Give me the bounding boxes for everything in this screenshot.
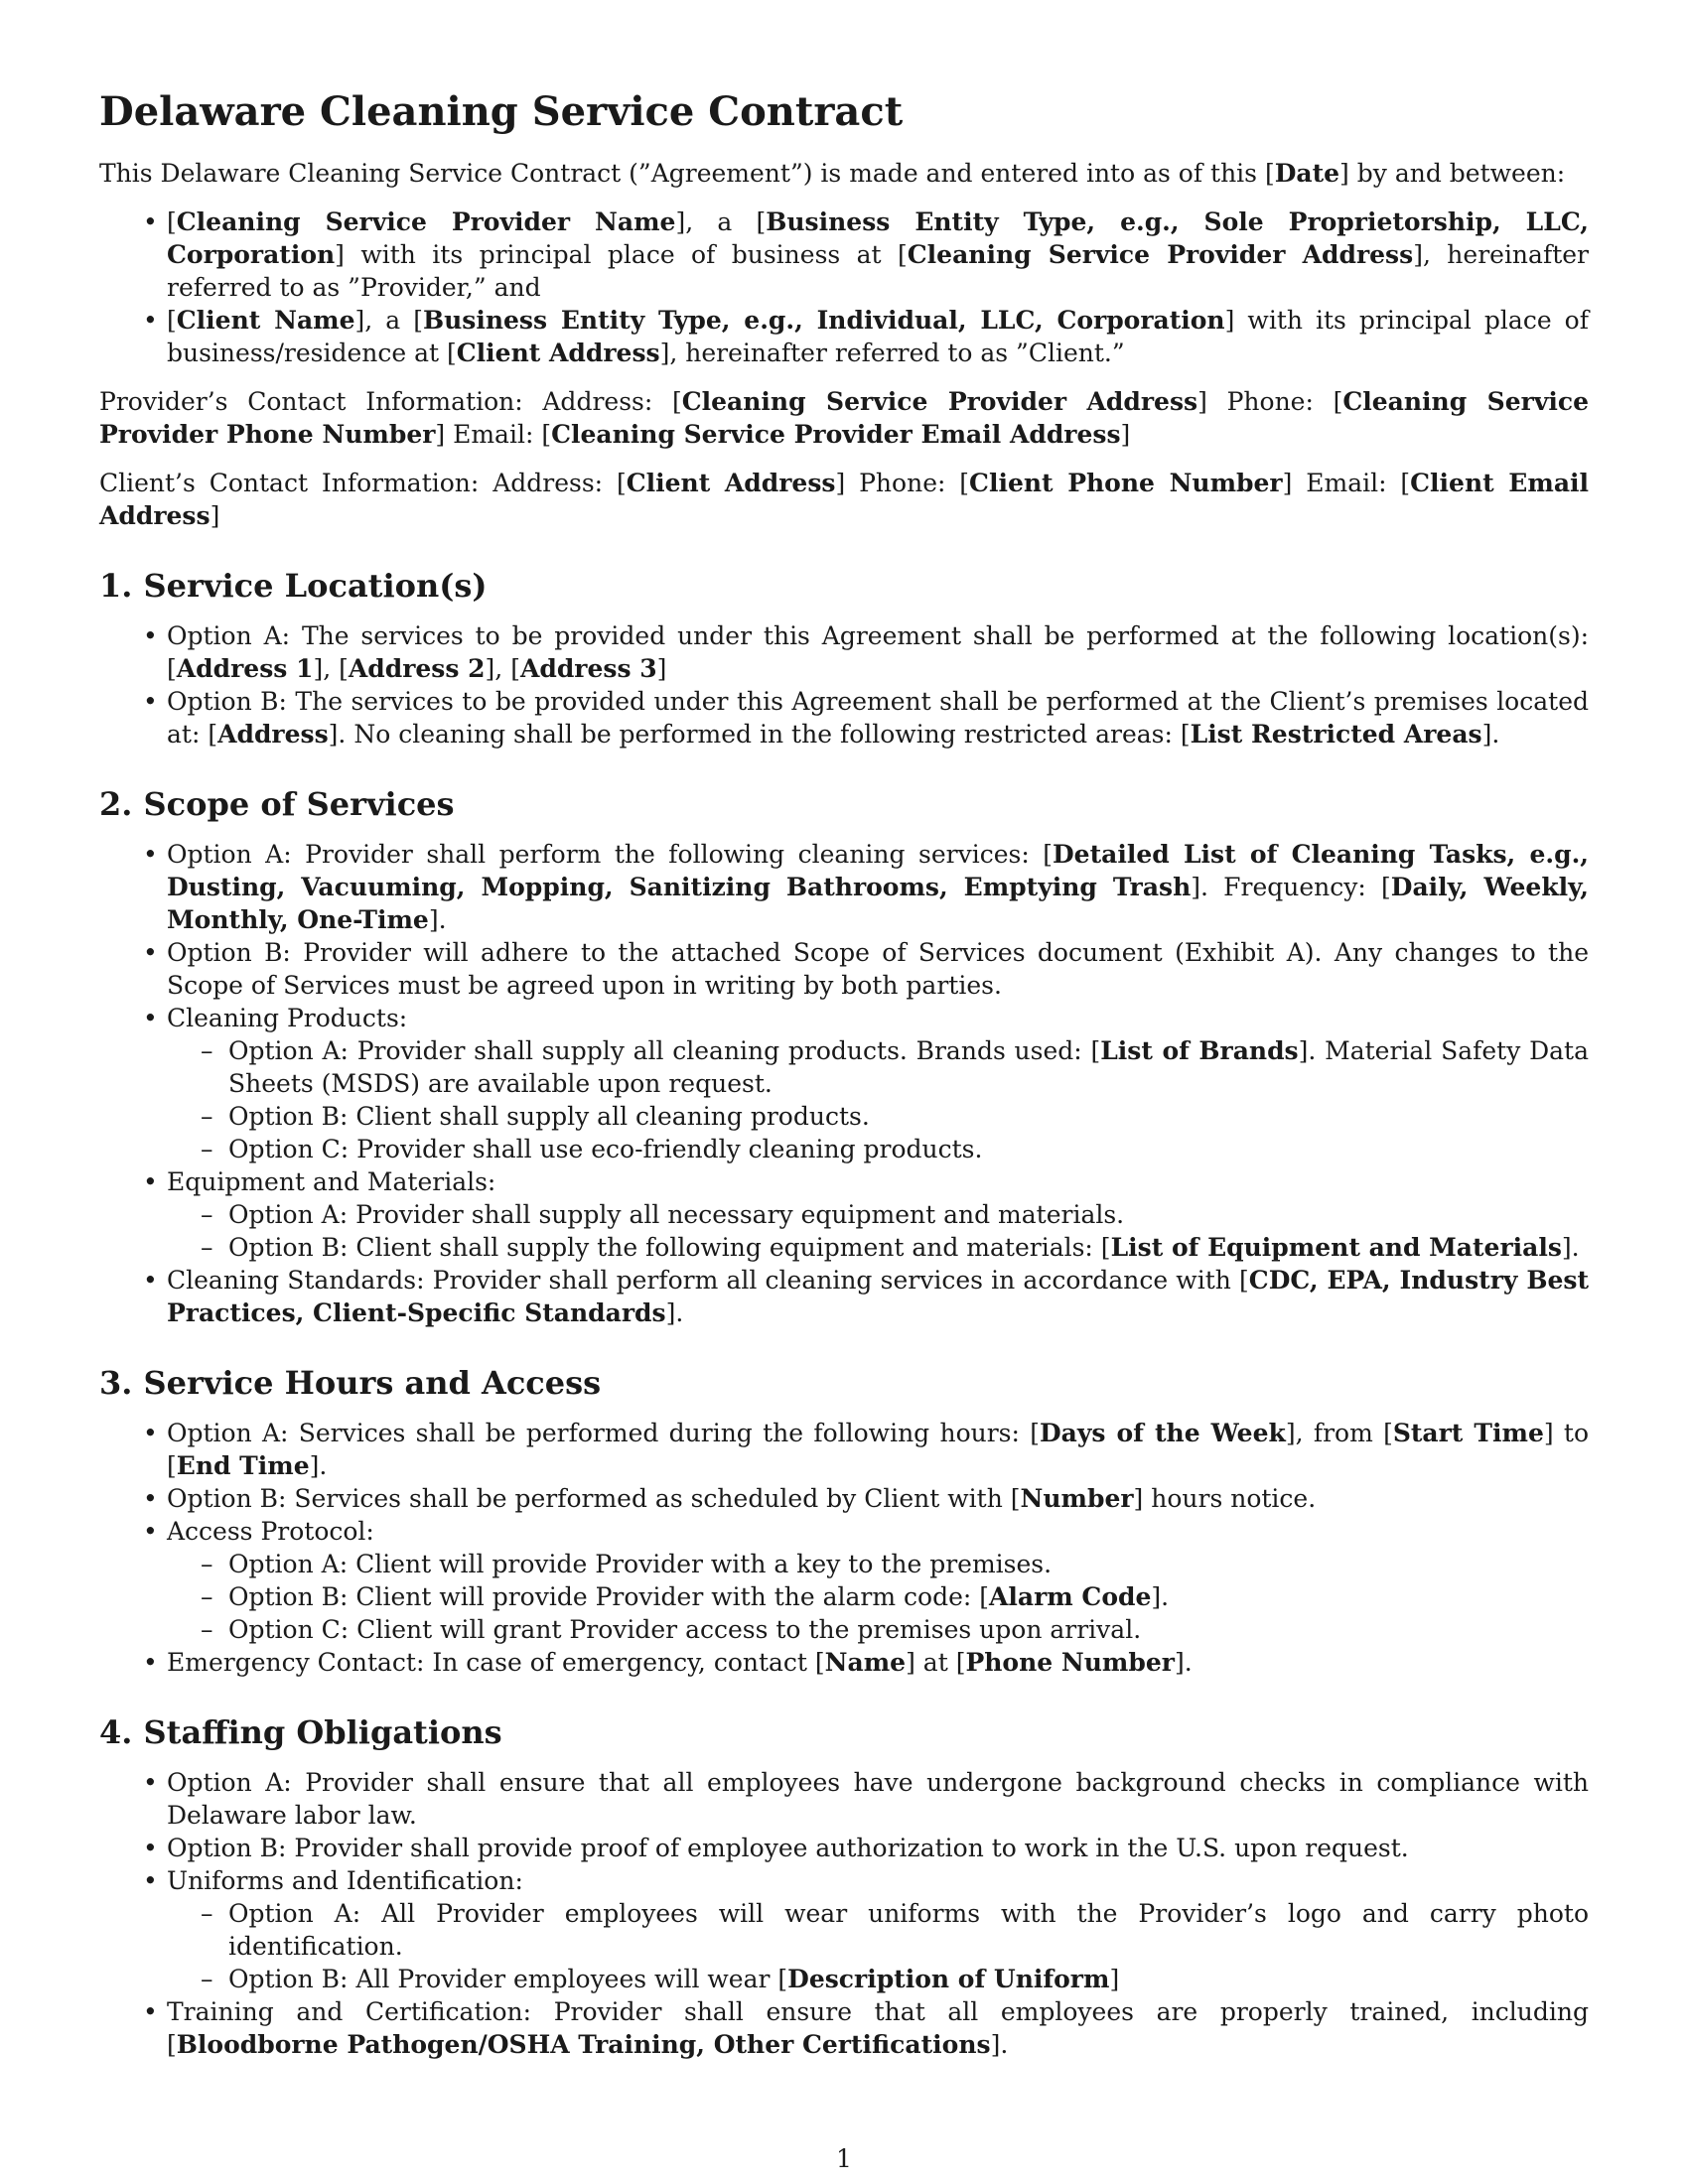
list-item: • Uniforms and Identification: – Option A: All Provider employees will wear uniforms with the Provider’s logo and carry photo identification. – Option B: All Provider employees will wear [Description of Uniform] <box>99 1864 1589 1995</box>
sublist-item: – Option B: All Provider employees will wear [Description of Uniform] <box>167 1963 1589 1995</box>
sublist-item: – Option B: Client will provide Provider with the alarm code: [Alarm Code]. <box>167 1580 1589 1613</box>
service-hours-list <box>99 1417 1589 1679</box>
list-item: • Cleaning Products: – Option A: Provider shall supply all cleaning products. Brands used: [List of Brands]. Material Safety Data Sheets (MSDS) are available upon request. – Option B: Client shall supply all cleaning products. – Option C: Provider shall use eco-friendly cleaning products. <box>99 1002 1589 1165</box>
party-client: • [Client Name], a [Business Entity Type, e.g., Individual, LLC, Corporation] with its principal place of business/residence at [Client Address], hereinafter referred to as ”Client.” <box>99 304 1589 369</box>
intro-paragraph: This Delaware Cleaning Service Contract (”Agreement”) is made and entered into as of this [Date] by and between: <box>99 159 1566 188</box>
list-item: • Option B: Provider shall provide proof of employee authorization to work in the U.S. upon request. <box>99 1832 1589 1864</box>
list-item: • Option B: Services shall be performed as scheduled by Client with [Number] hours notice. <box>99 1482 1589 1515</box>
list-item: • Emergency Contact: In case of emergency, contact [Name] at [Phone Number]. <box>99 1646 1589 1679</box>
list-item: • Equipment and Materials: – Option A: Provider shall supply all necessary equipment and materials. – Option B: Client shall supply the following equipment and materials: [List of Equipment and Materials]. <box>99 1165 1589 1264</box>
scope-of-services-list <box>99 838 1589 1329</box>
list-item: • Access Protocol: – Option A: Client will provide Provider with a key to the premises. – Option B: Client will provide Provider with the alarm code: [Alarm Code]. – Option C: Client will grant Provider access to the premises upon arrival. <box>99 1515 1589 1646</box>
sublist-item: – Option A: All Provider employees will wear uniforms with the Provider’s logo and carry photo identification. <box>167 1897 1589 1963</box>
list-item: • Option A: The services to be provided under this Agreement shall be performed at the following location(s): [Address 1], [Address 2], [Address 3] <box>99 619 1589 685</box>
client-contact-info: Client’s Contact Information: Address: [Client Address] Phone: [Client Phone Number] Email: [Client Email Address] <box>99 469 1590 530</box>
list-item: • Option A: Provider shall ensure that all employees have undergone background checks in compliance with Delaware labor law. <box>99 1766 1589 1832</box>
list-item: • Cleaning Standards: Provider shall perform all cleaning services in accordance with [CDC, EPA, Industry Best Practices, Client-Specific Standards]. <box>99 1264 1589 1329</box>
list-item: • Option B: Provider will adhere to the attached Scope of Services document (Exhibit A). Any changes to the Scope of Services must be agreed upon in writing by both parties. <box>99 936 1589 1002</box>
list-item: • Option A: Provider shall perform the following cleaning services: [Detailed List of Cleaning Tasks, e.g., Dusting, Vacuuming, Mopping, Sanitizing Bathrooms, Emptying Trash]. Frequency: [Daily, Weekly, Monthly, One-Time]. <box>99 838 1589 936</box>
section-heading-service-locations: 1. Service Location(s) <box>99 567 488 605</box>
sublist-item: – Option B: Client shall supply the following equipment and materials: [List of Equipment and Materials]. <box>167 1231 1589 1264</box>
document-page <box>99 87 1589 2061</box>
provider-contact-info: Provider’s Contact Information: Address: [Cleaning Service Provider Address] Phone: [Cleaning Service Provider Phone Number] Email: [Cleaning Service Provider Email Address] <box>99 387 1589 449</box>
list-item: • Option A: Services shall be performed during the following hours: [Days of the Week], from [Start Time] to [End Time]. <box>99 1417 1589 1482</box>
sublist-item: – Option A: Provider shall supply all necessary equipment and materials. <box>167 1198 1589 1231</box>
sublist-item: – Option C: Provider shall use eco-friendly cleaning products. <box>167 1133 1589 1165</box>
service-locations-list <box>99 619 1589 751</box>
equipment-sublist <box>167 1198 1589 1264</box>
party-provider: • [Cleaning Service Provider Name], a [Business Entity Type, e.g., Sole Proprietorship, LLC, Corporation] with its principal place of business at [Cleaning Service Provider Address], hereinafter referred to as ”Provider,” and <box>99 205 1589 304</box>
section-heading-staffing-obligations: 4. Staffing Obligations <box>99 1713 502 1751</box>
document-title: Delaware Cleaning Service Contract <box>99 88 904 135</box>
parties-list <box>99 205 1589 369</box>
cleaning-products-sublist <box>167 1034 1589 1165</box>
sublist-item: – Option A: Client will provide Provider with a key to the premises. <box>167 1548 1589 1580</box>
section-heading-scope-of-services: 2. Scope of Services <box>99 785 455 823</box>
page-number: 1 <box>836 2144 852 2173</box>
sublist-item: – Option B: Client shall supply all cleaning products. <box>167 1100 1589 1133</box>
staffing-obligations-list <box>99 1766 1589 2061</box>
list-item: • Training and Certification: Provider shall ensure that all employees are properly trained, including [Bloodborne Pathogen/OSHA Training, Other Certifications]. <box>99 1995 1589 2061</box>
sublist-item: – Option C: Client will grant Provider access to the premises upon arrival. <box>167 1613 1589 1646</box>
section-heading-service-hours: 3. Service Hours and Access <box>99 1364 602 1402</box>
uniforms-sublist <box>167 1897 1589 1995</box>
list-item: • Option B: The services to be provided under this Agreement shall be performed at the Client’s premises located at: [Address]. No cleaning shall be performed in the following restricted areas: [List Restricted Areas]. <box>99 685 1589 751</box>
access-protocol-sublist <box>167 1548 1589 1646</box>
sublist-item: – Option A: Provider shall supply all cleaning products. Brands used: [List of Brands]. Material Safety Data Sheets (MSDS) are available upon request. <box>167 1034 1589 1100</box>
date-placeholder: Date <box>1274 159 1340 188</box>
